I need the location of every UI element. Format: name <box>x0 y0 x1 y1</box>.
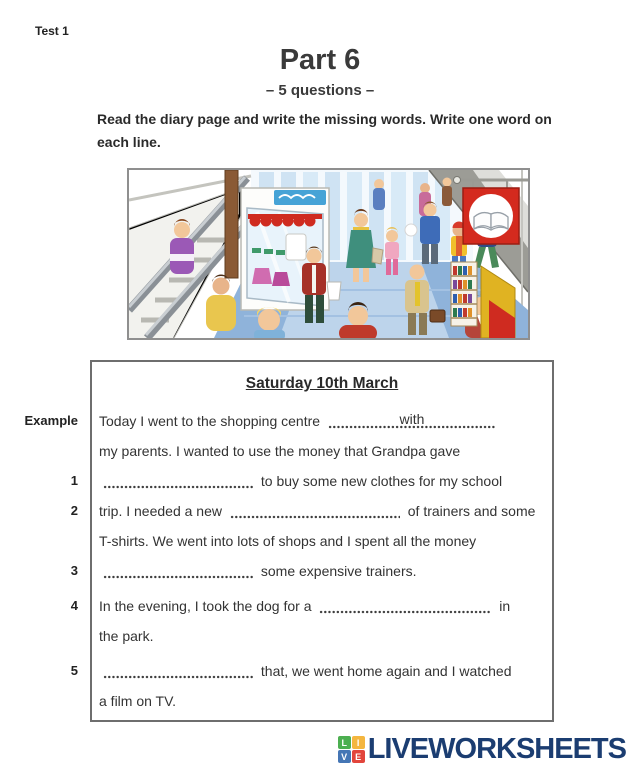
mall-scene-drawing <box>129 170 528 338</box>
answer-blank[interactable] <box>103 467 253 489</box>
diary-line <box>92 436 552 466</box>
diary-line <box>92 526 552 556</box>
question-number-label: 3 <box>70 563 78 578</box>
diary-text: my parents. I wanted to use the money that Grandpa gave <box>99 443 461 459</box>
answer-text: with <box>399 411 425 427</box>
logo-letter-v: V <box>338 750 351 763</box>
shopping-centre-illustration <box>127 168 530 340</box>
diary-page-box <box>24 360 554 722</box>
diary-line <box>92 686 552 716</box>
diary-text: in <box>499 598 511 614</box>
diary-text: a film on TV. <box>99 693 177 709</box>
diary-line <box>70 656 552 686</box>
instructions-text: Read the diary page and write the missing words. Write one word on each line. <box>97 111 552 150</box>
answer-blank[interactable] <box>103 557 253 579</box>
diary-line <box>70 591 552 621</box>
diary-text: the park. <box>99 628 154 644</box>
logo-letter-i: I <box>352 736 365 749</box>
diary-text: of trainers and some <box>407 503 536 519</box>
brand-name: LIVEWORKSHEETS <box>367 733 626 765</box>
logo-letter-l: L <box>338 736 351 749</box>
answer-blank[interactable] <box>103 657 253 679</box>
page-subtitle: – 5 questions – <box>265 82 375 99</box>
diary-line <box>70 466 552 496</box>
logo-letter-e: E <box>352 750 365 763</box>
diary-text: that, we went home again and I watched <box>260 663 512 679</box>
question-number-label: 5 <box>70 663 78 678</box>
diary-text: trip. I needed a new <box>99 503 222 519</box>
diary-text: Today I went to the shopping centre <box>99 413 321 429</box>
answer-blank[interactable] <box>319 592 491 614</box>
answer-blank[interactable] <box>328 407 496 429</box>
open-book-icon <box>474 213 508 230</box>
question-number-label: Example <box>24 413 78 428</box>
liveworksheets-logo-icon <box>338 736 365 763</box>
diary-date-heading: Saturday 10th March <box>245 375 399 392</box>
diary-line <box>70 556 552 586</box>
diary-line <box>92 621 552 651</box>
question-number-label: 2 <box>70 503 78 518</box>
diary-line <box>24 406 552 436</box>
diary-line <box>70 496 552 526</box>
question-number-label: 4 <box>70 598 78 613</box>
answer-blank[interactable] <box>230 497 400 519</box>
liveworksheets-logo[interactable] <box>338 733 626 766</box>
question-number-label: 1 <box>70 473 78 488</box>
diary-text: T-shirts. We went into lots of shops and I spent all the money <box>99 533 477 549</box>
diary-text: to buy some new clothes for my school <box>260 473 503 489</box>
diary-text: In the evening, I took the dog for a <box>99 598 312 614</box>
diary-text: some expensive trainers. <box>260 563 417 579</box>
test-label: Test 1 <box>35 24 69 38</box>
diary-lines <box>24 406 552 716</box>
page-title: Part 6 <box>279 44 361 76</box>
